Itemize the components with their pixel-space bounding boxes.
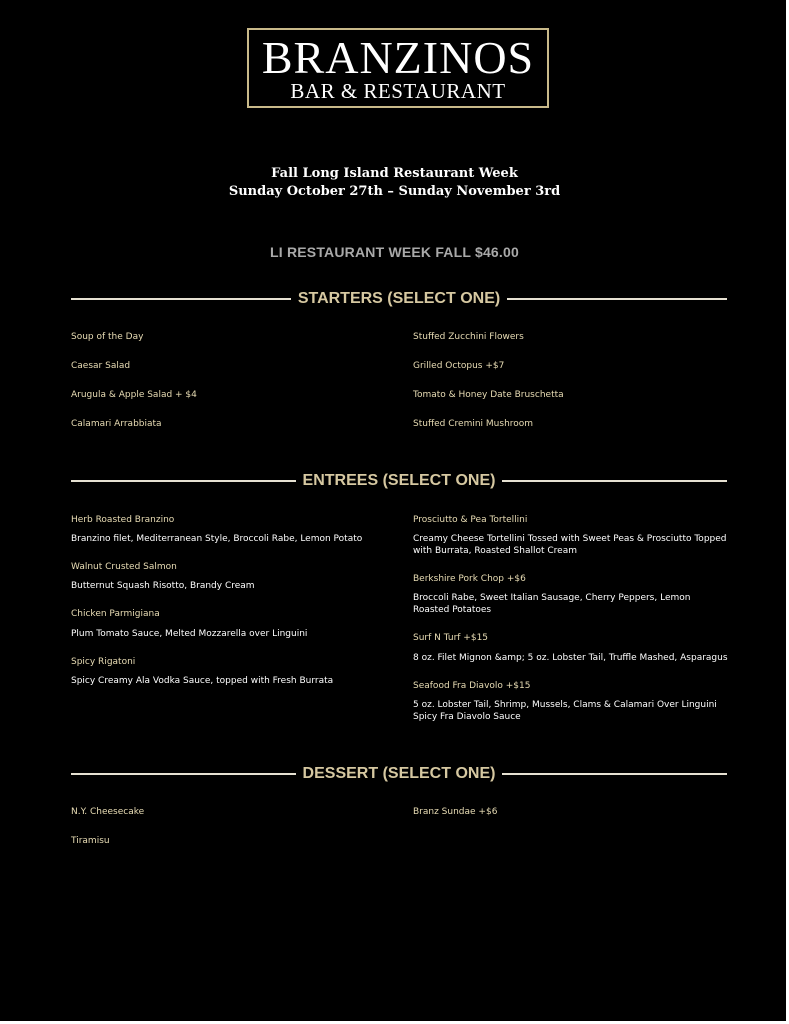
entrees-title: ENTREES (SELECT ONE) — [302, 472, 496, 489]
dessert-item: N.Y. Cheesecake — [71, 807, 145, 817]
starter-item: Tomato & Honey Date Bruschetta — [413, 390, 564, 400]
price-heading: LI RESTAURANT WEEK FALL $46.00 — [270, 244, 519, 260]
starter-item: Calamari Arrabbiata — [71, 419, 162, 429]
starter-item: Soup of the Day — [71, 332, 144, 342]
entree-description: Broccoli Rabe, Sweet Italian Sausage, Cherry Peppers, Lemon Roasted Potatoes — [413, 593, 691, 615]
entree-name: Berkshire Pork Chop +$6 — [413, 574, 526, 584]
starter-item: Arugula & Apple Salad + $4 — [71, 390, 197, 400]
entree-description: Spicy Creamy Ala Vodka Sauce, topped with Fresh Burrata — [71, 676, 334, 686]
entree-description: Creamy Cheese Tortellini Tossed with Sweet Peas & Prosciutto Topped with Burrata, Roasted Shallot Cream — [413, 534, 727, 556]
starters-header — [71, 287, 727, 311]
entree-description: 5 oz. Lobster Tail, Shrimp, Mussels, Clams & Calamari Over Linguini Spicy Fra Diavolo Sauce — [413, 700, 717, 722]
divider — [71, 298, 291, 300]
entrees-header — [71, 469, 727, 493]
entree-description: 8 oz. Filet Mignon &amp; 5 oz. Lobster Tail, Truffle Mashed, Asparagus — [413, 653, 728, 663]
starter-item: Stuffed Cremini Mushroom — [413, 419, 534, 429]
entree-name: Walnut Crusted Salmon — [71, 562, 177, 572]
entree-name: Seafood Fra Diavolo +$15 — [413, 681, 531, 691]
dessert-title: DESSERT (SELECT ONE) — [302, 765, 496, 782]
restaurant-logo — [247, 28, 549, 108]
logo-subtitle: BAR & RESTAURANT — [290, 79, 506, 103]
starters-title: STARTERS (SELECT ONE) — [297, 290, 501, 307]
entree-name: Spicy Rigatoni — [71, 657, 136, 667]
divider — [502, 773, 727, 775]
dessert-item: Branz Sundae +$6 — [413, 807, 498, 817]
event-dates: Sunday October 27th – Sunday November 3rd — [228, 184, 561, 199]
divider — [71, 480, 296, 482]
event-title: Fall Long Island Restaurant Week — [271, 166, 518, 181]
divider — [507, 298, 727, 300]
logo-brand: BRANZINOS — [261, 32, 535, 83]
starter-item: Grilled Octopus +$7 — [413, 361, 505, 371]
dessert-header — [71, 762, 727, 786]
entree-description: Plum Tomato Sauce, Melted Mozzarella over Linguini — [71, 629, 308, 639]
entree-name: Prosciutto & Pea Tortellini — [413, 515, 528, 525]
entree-name: Surf N Turf +$15 — [413, 633, 489, 643]
divider — [71, 773, 296, 775]
starter-item: Caesar Salad — [71, 361, 131, 371]
divider — [502, 480, 727, 482]
dessert-item: Tiramisu — [71, 836, 110, 846]
starter-item: Stuffed Zucchini Flowers — [413, 332, 524, 342]
entree-name: Chicken Parmigiana — [71, 609, 160, 619]
entree-name: Herb Roasted Branzino — [71, 515, 175, 525]
entree-description: Branzino filet, Mediterranean Style, Broccoli Rabe, Lemon Potato — [71, 534, 363, 544]
entree-description: Butternut Squash Risotto, Brandy Cream — [71, 581, 255, 591]
